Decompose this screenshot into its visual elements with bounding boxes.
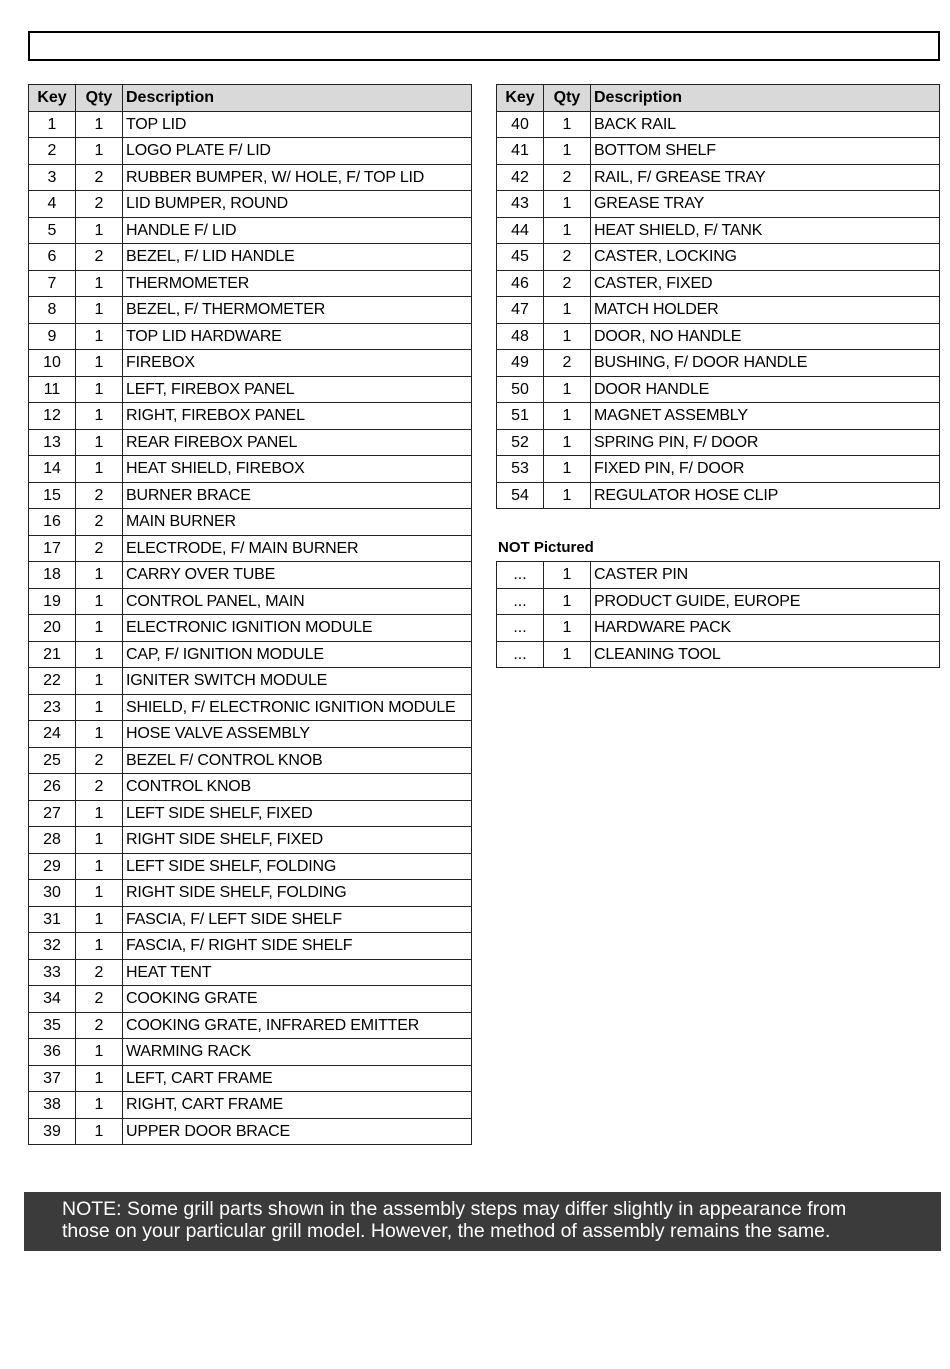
part-qty: 1	[544, 456, 591, 483]
part-key: 48	[497, 323, 544, 350]
table-row	[29, 959, 472, 986]
part-key: 15	[29, 482, 76, 509]
part-description: RIGHT, CART FRAME	[123, 1092, 472, 1119]
part-key: 35	[29, 1012, 76, 1039]
part-key: 17	[29, 535, 76, 562]
part-key: 6	[29, 244, 76, 271]
part-description: RIGHT SIDE SHELF, FOLDING	[123, 880, 472, 907]
part-qty: 1	[76, 1039, 123, 1066]
part-description: HOSE VALVE ASSEMBLY	[123, 721, 472, 748]
part-key: 21	[29, 641, 76, 668]
table-row	[29, 138, 472, 165]
part-qty: 2	[76, 747, 123, 774]
part-description: COOKING GRATE	[123, 986, 472, 1013]
part-key: 49	[497, 350, 544, 377]
table-row	[29, 615, 472, 642]
part-description: SPRING PIN, F/ DOOR	[591, 429, 940, 456]
part-qty: 1	[76, 641, 123, 668]
part-qty: 1	[76, 403, 123, 430]
part-qty: 1	[76, 138, 123, 165]
table-row	[29, 1092, 472, 1119]
table-row	[29, 721, 472, 748]
part-key: 31	[29, 906, 76, 933]
table-row	[29, 986, 472, 1013]
table-row	[29, 1118, 472, 1145]
key-header: Key	[497, 85, 544, 112]
part-description: CASTER, FIXED	[591, 270, 940, 297]
part-qty: 1	[76, 880, 123, 907]
table-row	[29, 429, 472, 456]
table-row	[29, 217, 472, 244]
table-row	[497, 164, 940, 191]
part-key: 30	[29, 880, 76, 907]
part-key: 36	[29, 1039, 76, 1066]
table-row	[497, 191, 940, 218]
part-description: BOTTOM SHELF	[591, 138, 940, 165]
part-qty: 2	[76, 959, 123, 986]
part-qty: 1	[76, 429, 123, 456]
part-qty: 2	[76, 164, 123, 191]
qty-header: Qty	[544, 85, 591, 112]
part-key: 12	[29, 403, 76, 430]
part-description: BEZEL, F/ THERMOMETER	[123, 297, 472, 324]
part-description: CAP, F/ IGNITION MODULE	[123, 641, 472, 668]
part-qty: 2	[76, 1012, 123, 1039]
parts-table-left	[28, 84, 472, 1145]
part-qty: 1	[76, 350, 123, 377]
part-qty: 2	[76, 482, 123, 509]
part-qty: 1	[544, 191, 591, 218]
part-description: REGULATOR HOSE CLIP	[591, 482, 940, 509]
table-header-row	[29, 85, 472, 112]
part-qty: 1	[544, 482, 591, 509]
part-key: 40	[497, 111, 544, 138]
table-row	[497, 376, 940, 403]
table-row	[29, 562, 472, 589]
table-row	[497, 217, 940, 244]
part-key: 46	[497, 270, 544, 297]
part-qty: 1	[544, 403, 591, 430]
part-key: 53	[497, 456, 544, 483]
table-row	[497, 350, 940, 377]
table-row	[497, 641, 940, 668]
table-row	[29, 456, 472, 483]
part-qty: 2	[76, 191, 123, 218]
part-qty: 1	[76, 111, 123, 138]
part-description: MAGNET ASSEMBLY	[591, 403, 940, 430]
part-key: 39	[29, 1118, 76, 1145]
part-key: 5	[29, 217, 76, 244]
part-qty: 1	[544, 138, 591, 165]
part-key: 50	[497, 376, 544, 403]
part-key: 37	[29, 1065, 76, 1092]
part-key: 38	[29, 1092, 76, 1119]
table-row	[29, 111, 472, 138]
part-qty: 1	[76, 297, 123, 324]
part-qty: 1	[76, 615, 123, 642]
part-qty: 1	[76, 721, 123, 748]
part-qty: 2	[76, 986, 123, 1013]
note-line-1: NOTE: Some grill parts shown in the assembly steps may differ slightly in appearance from	[62, 1198, 847, 1220]
part-qty: 1	[544, 376, 591, 403]
part-description: HEAT SHIELD, FIREBOX	[123, 456, 472, 483]
part-key: 23	[29, 694, 76, 721]
part-key: 54	[497, 482, 544, 509]
table-row	[29, 694, 472, 721]
part-description: WARMING RACK	[123, 1039, 472, 1066]
part-qty: 1	[76, 323, 123, 350]
part-key: 16	[29, 509, 76, 536]
part-qty: 2	[544, 350, 591, 377]
part-description: PRODUCT GUIDE, EUROPE	[591, 588, 940, 615]
part-key: 44	[497, 217, 544, 244]
part-key: 29	[29, 853, 76, 880]
table-row	[497, 615, 940, 642]
part-key: 11	[29, 376, 76, 403]
part-description: MAIN BURNER	[123, 509, 472, 536]
table-row	[497, 297, 940, 324]
part-qty: 1	[76, 827, 123, 854]
part-description: HEAT TENT	[123, 959, 472, 986]
part-key: 27	[29, 800, 76, 827]
part-key: 41	[497, 138, 544, 165]
part-description: IGNITER SWITCH MODULE	[123, 668, 472, 695]
part-key: 34	[29, 986, 76, 1013]
part-description: BEZEL F/ CONTROL KNOB	[123, 747, 472, 774]
table-row	[29, 588, 472, 615]
part-description: LEFT SIDE SHELF, FOLDING	[123, 853, 472, 880]
part-key: 19	[29, 588, 76, 615]
part-description: BURNER BRACE	[123, 482, 472, 509]
part-key: 20	[29, 615, 76, 642]
part-qty: 1	[544, 111, 591, 138]
part-description: HANDLE F/ LID	[123, 217, 472, 244]
part-key: 13	[29, 429, 76, 456]
part-qty: 2	[76, 535, 123, 562]
table-row	[29, 1039, 472, 1066]
part-description: RIGHT SIDE SHELF, FIXED	[123, 827, 472, 854]
part-key: 18	[29, 562, 76, 589]
part-key: 22	[29, 668, 76, 695]
part-key: 7	[29, 270, 76, 297]
part-key: 51	[497, 403, 544, 430]
note-line-2: those on your particular grill model. However, the method of assembly remains the same.	[62, 1220, 831, 1242]
part-description: BACK RAIL	[591, 111, 940, 138]
part-description: BUSHING, F/ DOOR HANDLE	[591, 350, 940, 377]
part-key: ...	[497, 641, 544, 668]
part-qty: 1	[76, 800, 123, 827]
part-key: 32	[29, 933, 76, 960]
part-qty: 1	[544, 217, 591, 244]
part-qty: 1	[76, 1065, 123, 1092]
table-row	[497, 323, 940, 350]
part-description: CONTROL PANEL, MAIN	[123, 588, 472, 615]
part-description: DOOR HANDLE	[591, 376, 940, 403]
part-key: 47	[497, 297, 544, 324]
key-header: Key	[29, 85, 76, 112]
part-description: TOP LID HARDWARE	[123, 323, 472, 350]
table-row	[29, 641, 472, 668]
part-description: COOKING GRATE, INFRARED EMITTER	[123, 1012, 472, 1039]
assembly-note	[24, 1192, 941, 1251]
part-qty: 1	[76, 853, 123, 880]
part-key: 33	[29, 959, 76, 986]
table-row	[29, 880, 472, 907]
part-description: RAIL, F/ GREASE TRAY	[591, 164, 940, 191]
part-qty: 1	[76, 456, 123, 483]
part-qty: 1	[544, 429, 591, 456]
part-qty: 1	[76, 588, 123, 615]
part-key: 43	[497, 191, 544, 218]
qty-header: Qty	[76, 85, 123, 112]
part-description: HEAT SHIELD, F/ TANK	[591, 217, 940, 244]
table-row	[29, 403, 472, 430]
part-description: LEFT SIDE SHELF, FIXED	[123, 800, 472, 827]
part-description: FIXED PIN, F/ DOOR	[591, 456, 940, 483]
part-description: FASCIA, F/ RIGHT SIDE SHELF	[123, 933, 472, 960]
table-row	[29, 482, 472, 509]
part-key: ...	[497, 562, 544, 589]
part-description: ELECTRONIC IGNITION MODULE	[123, 615, 472, 642]
part-key: 9	[29, 323, 76, 350]
part-description: TOP LID	[123, 111, 472, 138]
part-description: HARDWARE PACK	[591, 615, 940, 642]
part-description: GREASE TRAY	[591, 191, 940, 218]
part-qty: 1	[544, 615, 591, 642]
part-qty: 1	[544, 297, 591, 324]
description-header: Description	[591, 85, 940, 112]
part-key: 14	[29, 456, 76, 483]
not-pictured-table	[496, 561, 940, 668]
table-row	[497, 138, 940, 165]
part-key: 10	[29, 350, 76, 377]
part-description: SHIELD, F/ ELECTRONIC IGNITION MODULE	[123, 694, 472, 721]
part-key: 52	[497, 429, 544, 456]
table-row	[29, 906, 472, 933]
part-qty: 2	[544, 244, 591, 271]
table-row	[497, 403, 940, 430]
part-qty: 1	[76, 1092, 123, 1119]
table-row	[29, 933, 472, 960]
part-description: REAR FIREBOX PANEL	[123, 429, 472, 456]
part-description: DOOR, NO HANDLE	[591, 323, 940, 350]
part-key: 28	[29, 827, 76, 854]
part-qty: 1	[76, 906, 123, 933]
part-qty: 1	[76, 217, 123, 244]
table-row	[497, 456, 940, 483]
part-key: ...	[497, 588, 544, 615]
part-qty: 2	[76, 244, 123, 271]
part-key: 26	[29, 774, 76, 801]
part-key: 3	[29, 164, 76, 191]
part-qty: 1	[76, 1118, 123, 1145]
table-row	[29, 323, 472, 350]
table-row	[29, 668, 472, 695]
part-description: BEZEL, F/ LID HANDLE	[123, 244, 472, 271]
part-description: UPPER DOOR BRACE	[123, 1118, 472, 1145]
part-description: CONTROL KNOB	[123, 774, 472, 801]
part-description: CASTER, LOCKING	[591, 244, 940, 271]
part-description: RIGHT, FIREBOX PANEL	[123, 403, 472, 430]
table-row	[29, 535, 472, 562]
part-key: 42	[497, 164, 544, 191]
part-qty: 1	[544, 588, 591, 615]
description-header: Description	[123, 85, 472, 112]
part-key: 1	[29, 111, 76, 138]
part-description: LEFT, CART FRAME	[123, 1065, 472, 1092]
table-row	[29, 191, 472, 218]
table-row	[29, 827, 472, 854]
part-qty: 1	[544, 641, 591, 668]
not-pictured-heading: NOT Pictured	[498, 539, 594, 556]
part-key: 8	[29, 297, 76, 324]
part-qty: 1	[76, 562, 123, 589]
parts-table-right	[496, 84, 940, 509]
table-row	[29, 270, 472, 297]
table-row	[29, 244, 472, 271]
part-qty: 2	[76, 509, 123, 536]
table-row	[497, 482, 940, 509]
part-qty: 1	[76, 376, 123, 403]
part-description: THERMOMETER	[123, 270, 472, 297]
part-qty: 2	[544, 164, 591, 191]
part-key: 4	[29, 191, 76, 218]
part-key: ...	[497, 615, 544, 642]
table-row	[497, 270, 940, 297]
table-row	[497, 562, 940, 589]
table-row	[29, 376, 472, 403]
title-box	[28, 31, 940, 61]
part-description: LOGO PLATE F/ LID	[123, 138, 472, 165]
table-row	[497, 429, 940, 456]
table-row	[29, 297, 472, 324]
part-qty: 1	[76, 694, 123, 721]
part-description: CLEANING TOOL	[591, 641, 940, 668]
part-description: LEFT, FIREBOX PANEL	[123, 376, 472, 403]
part-key: 2	[29, 138, 76, 165]
table-row	[29, 164, 472, 191]
part-qty: 1	[544, 323, 591, 350]
part-description: CARRY OVER TUBE	[123, 562, 472, 589]
part-description: CASTER PIN	[591, 562, 940, 589]
table-row	[29, 1065, 472, 1092]
part-description: FIREBOX	[123, 350, 472, 377]
table-row	[497, 111, 940, 138]
part-key: 45	[497, 244, 544, 271]
part-qty: 1	[544, 562, 591, 589]
part-description: LID BUMPER, ROUND	[123, 191, 472, 218]
part-qty: 2	[76, 774, 123, 801]
table-row	[29, 853, 472, 880]
part-description: ELECTRODE, F/ MAIN BURNER	[123, 535, 472, 562]
part-description: FASCIA, F/ LEFT SIDE SHELF	[123, 906, 472, 933]
part-qty: 1	[76, 270, 123, 297]
table-row	[29, 509, 472, 536]
part-description: MATCH HOLDER	[591, 297, 940, 324]
part-qty: 1	[76, 933, 123, 960]
table-row	[29, 800, 472, 827]
table-row	[497, 588, 940, 615]
part-qty: 2	[544, 270, 591, 297]
part-key: 24	[29, 721, 76, 748]
part-key: 25	[29, 747, 76, 774]
table-header-row	[497, 85, 940, 112]
table-row	[29, 774, 472, 801]
part-description: RUBBER BUMPER, W/ HOLE, F/ TOP LID	[123, 164, 472, 191]
table-row	[497, 244, 940, 271]
table-row	[29, 747, 472, 774]
table-row	[29, 350, 472, 377]
table-row	[29, 1012, 472, 1039]
part-qty: 1	[76, 668, 123, 695]
